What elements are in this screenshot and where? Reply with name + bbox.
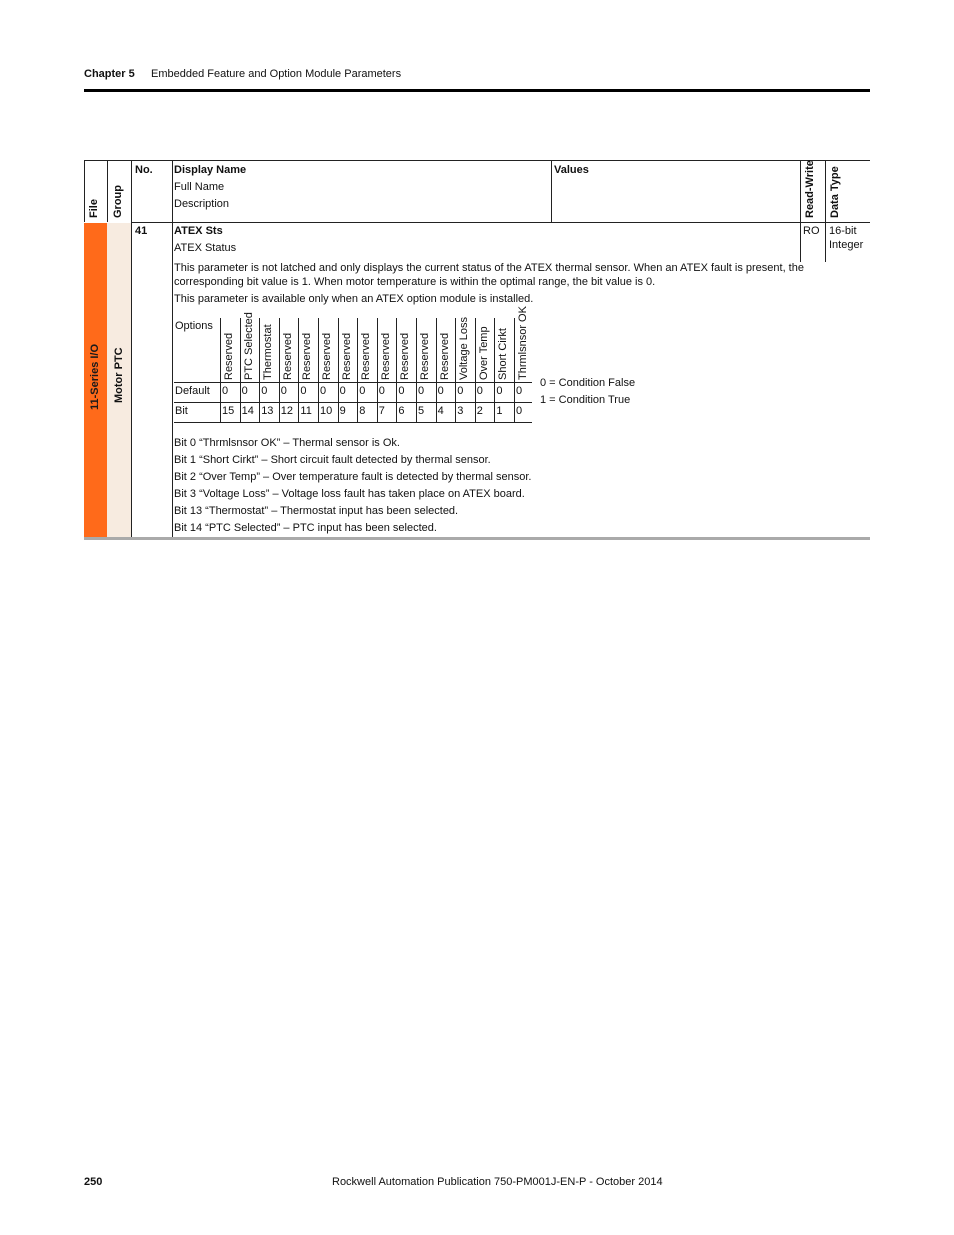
full-name: ATEX Status xyxy=(174,242,237,254)
bits-rule xyxy=(174,402,532,403)
default-value: 0 xyxy=(300,385,307,397)
description-paragraph: This parameter is not latched and only displays the current status of the ATEX thermal sensor. When an ATEX fault is present, the corresponding bit value is 1. When motor temperature is within the optimal range, the bit value is 0. xyxy=(174,262,804,288)
divider xyxy=(825,160,826,262)
options-label: Options xyxy=(175,320,213,332)
bit-number: 3 xyxy=(457,405,464,417)
bit-note: Bit 14 “PTC Selected” – PTC input has been selected. xyxy=(174,522,437,534)
bit-number: 4 xyxy=(437,405,444,417)
bits-divider xyxy=(357,318,358,422)
bit-number: 5 xyxy=(418,405,425,417)
no-header: No. xyxy=(135,164,153,176)
bit-number: 14 xyxy=(241,405,254,417)
bit-number: 8 xyxy=(359,405,366,417)
bits-rule xyxy=(174,382,532,383)
bit-label: Bit xyxy=(175,405,188,417)
option-name: Reserved xyxy=(301,332,314,380)
bits-divider xyxy=(455,318,456,422)
default-label: Default xyxy=(175,385,210,397)
divider xyxy=(172,160,173,538)
bit-note: Bit 3 “Voltage Loss” – Voltage loss fault has taken place on ATEX board. xyxy=(174,488,525,500)
bits-divider xyxy=(514,318,515,422)
option-name: Voltage Loss xyxy=(458,317,471,380)
default-value: 0 xyxy=(516,385,523,397)
bits-divider xyxy=(240,318,241,422)
bit-number: 9 xyxy=(339,405,346,417)
default-value: 0 xyxy=(222,385,229,397)
read-write-value: RO xyxy=(803,225,820,237)
header-bottom-border xyxy=(131,222,870,223)
display-name-header: Display Name xyxy=(174,164,247,176)
display-name: ATEX Sts xyxy=(174,225,223,237)
data-type-line2: Integer xyxy=(829,239,864,251)
file-header: File xyxy=(88,199,100,218)
file-name: 11-Series I/O xyxy=(89,343,101,410)
parameter-table xyxy=(84,160,870,540)
default-value: 0 xyxy=(261,385,268,397)
read-write-header: Read-Write xyxy=(804,160,816,218)
divider xyxy=(107,160,108,222)
default-value: 0 xyxy=(280,385,287,397)
bits-divider xyxy=(396,318,397,422)
option-name: Short Cirkt xyxy=(497,328,510,380)
divider xyxy=(84,160,85,222)
bit-options-table xyxy=(174,306,532,424)
divider xyxy=(131,160,132,538)
bits-divider xyxy=(298,318,299,422)
bit-number: 11 xyxy=(300,405,312,417)
bits-divider xyxy=(475,318,476,422)
option-name: Reserved xyxy=(223,332,235,380)
option-name: Reserved xyxy=(379,332,392,380)
option-name: Reserved xyxy=(438,332,451,380)
option-name: Reserved xyxy=(281,332,294,380)
divider xyxy=(800,160,801,262)
option-name: PTC Selected xyxy=(242,312,255,380)
bits-divider xyxy=(436,318,437,422)
bit-number: 13 xyxy=(261,405,274,417)
default-value: 0 xyxy=(339,385,346,397)
data-type-header: Data Type xyxy=(829,166,841,218)
bit-number: 1 xyxy=(496,405,503,417)
option-name: Reserved xyxy=(321,332,333,380)
bits-divider xyxy=(494,318,495,422)
legend-false: 0 = Condition False xyxy=(540,377,636,389)
values-header: Values xyxy=(554,164,589,176)
divider xyxy=(551,160,552,222)
description-header: Description xyxy=(174,198,230,210)
default-value: 0 xyxy=(398,385,405,397)
option-name: Reserved xyxy=(419,332,431,380)
default-value: 0 xyxy=(496,385,503,397)
bit-number: 10 xyxy=(320,405,333,417)
chapter-label: Chapter 5 xyxy=(84,68,135,80)
publication-info: Rockwell Automation Publication 750-PM001J-EN-P - October 2014 xyxy=(332,1176,663,1188)
default-value: 0 xyxy=(476,385,483,397)
default-value: 0 xyxy=(457,385,464,397)
bit-note: Bit 0 “Thrmlsnsor OK” – Thermal sensor is Ok. xyxy=(174,437,400,449)
default-value: 0 xyxy=(241,385,248,397)
option-name: Over Temp xyxy=(477,326,490,380)
bit-number: 15 xyxy=(222,405,235,417)
availability-note: This parameter is available only when an ATEX option module is installed. xyxy=(174,293,534,305)
bit-number: 6 xyxy=(398,405,405,417)
data-type-line1: 16-bit xyxy=(829,225,857,237)
full-name-header: Full Name xyxy=(174,181,225,193)
bit-number: 0 xyxy=(516,405,523,417)
table-top-border xyxy=(84,160,870,161)
bits-rule xyxy=(174,422,532,423)
chapter-title: Embedded Feature and Option Module Parameters xyxy=(151,68,402,80)
table-bottom-rule xyxy=(84,537,870,540)
bits-divider xyxy=(318,318,319,422)
bit-number: 2 xyxy=(476,405,483,417)
option-name: Thrmlsnsor OK xyxy=(517,306,529,380)
bits-divider xyxy=(416,318,417,422)
default-value: 0 xyxy=(320,385,327,397)
default-value: 0 xyxy=(437,385,444,397)
option-name: Thermostat xyxy=(262,324,275,380)
bits-divider xyxy=(338,318,339,422)
option-name: Reserved xyxy=(360,332,373,380)
default-value: 0 xyxy=(378,385,385,397)
bit-note: Bit 1 “Short Cirkt” – Short circuit fault detected by thermal sensor. xyxy=(174,454,491,466)
bit-number: 12 xyxy=(280,405,294,417)
bit-note: Bit 2 “Over Temp” – Over temperature fault is detected by thermal sensor. xyxy=(174,471,532,483)
bit-note: Bit 13 “Thermostat” – Thermostat input has been selected. xyxy=(174,505,459,517)
bit-number: 7 xyxy=(378,405,385,417)
default-value: 0 xyxy=(418,385,425,397)
legend-true: 1 = Condition True xyxy=(540,394,631,406)
bits-divider xyxy=(220,318,221,422)
option-name: Reserved xyxy=(340,332,353,380)
parameter-number: 41 xyxy=(135,225,148,237)
default-value: 0 xyxy=(359,385,366,397)
bits-divider xyxy=(259,318,260,422)
bits-divider xyxy=(377,318,378,422)
option-name: Reserved xyxy=(399,332,412,380)
group-name: Motor PTC xyxy=(113,347,125,403)
page-number: 250 xyxy=(84,1176,103,1188)
bits-divider xyxy=(279,318,280,422)
header-rule xyxy=(84,89,870,92)
group-header: Group xyxy=(112,185,124,218)
